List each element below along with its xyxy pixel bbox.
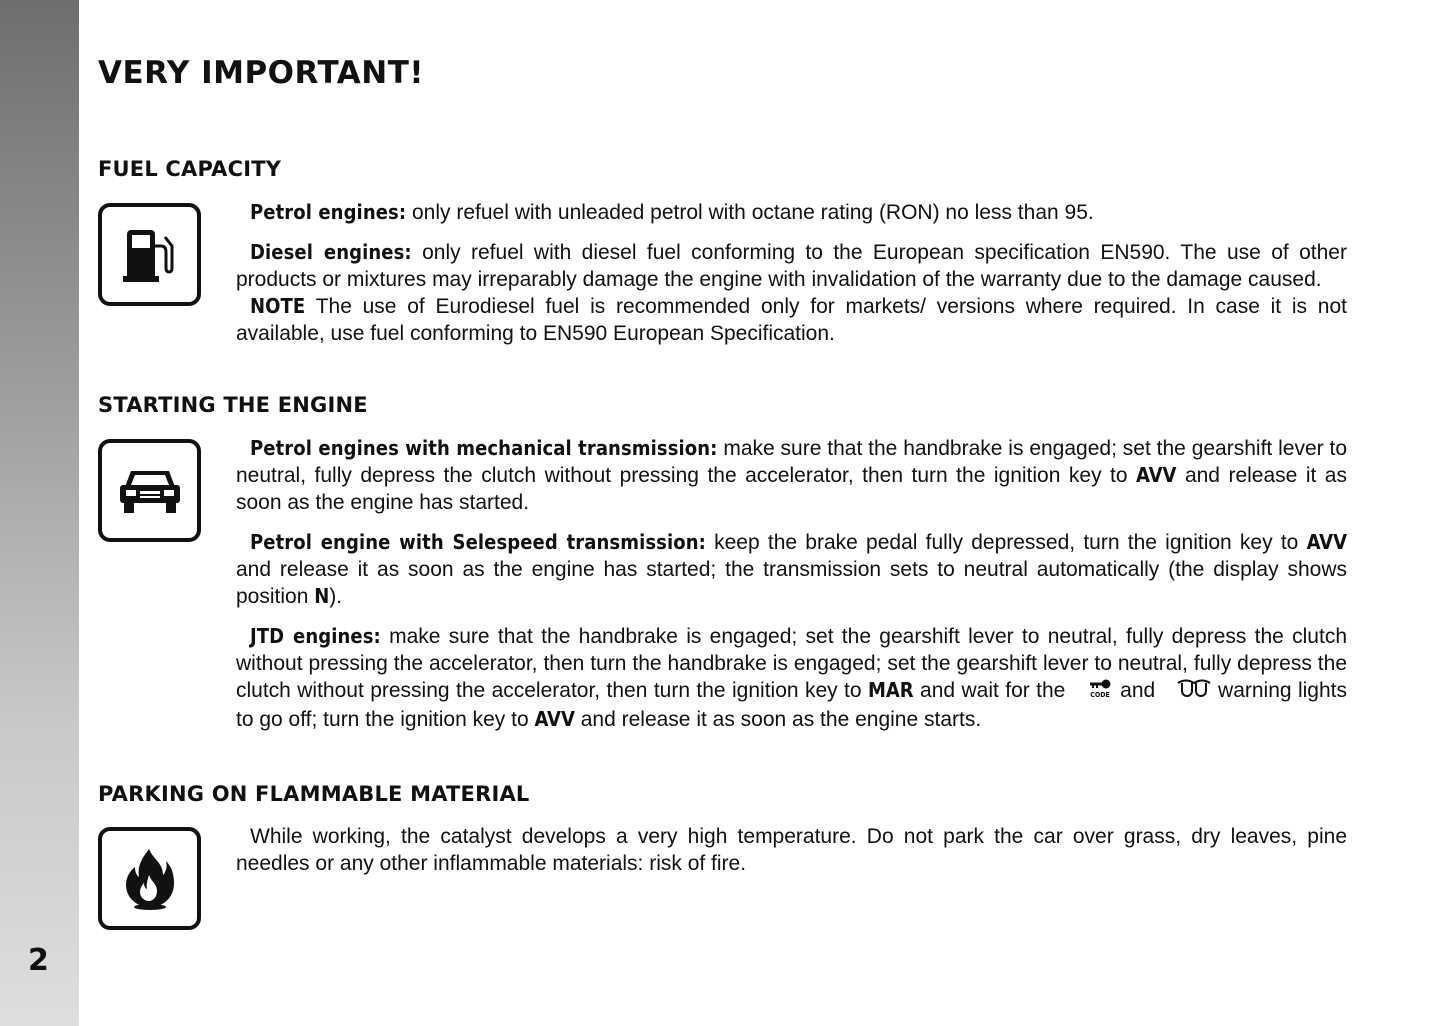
car-icon [98, 439, 201, 542]
fuel-paragraph-petrol: Petrol engines: only refuel with unleaded petrol with octane rating (RON) no less than 95. [250, 200, 1094, 224]
flame-icon [98, 827, 201, 930]
page-number: 2 [28, 943, 49, 978]
fuel-paragraph-diesel: Diesel engines: only refuel with diesel fuel conforming to the European specification EN590. The use of other products or mixtures may irreparably damage the engine with invalidation of the warranty due to the damage caused. [236, 240, 1347, 291]
starting-paragraph-jtd: JTD engines: make sure that the handbrake is engaged; set the gearshift lever to neutral, fully depress the clutch without pressing the accelerator, then turn the handbrake is engaged; set the gearshift lever to neutral, fully depress the clutch without pressing the accelerator, then turn the ignition key to MAR and wait for the CODE and warning lights to go off; turn the ignition key to AVV and release it as soon as the engine starts. [236, 624, 1348, 731]
page-sidebar-band [0, 0, 79, 1026]
starting-paragraph-mechanical: Petrol engines with mechanical transmission: make sure that the handbrake is engaged; set the gearshift lever to neutral, fully depress the clutch without pressing the accelerator, then turn the ignition key to AVV and release it as soon as the engine has started. [236, 436, 1347, 514]
section-heading-fuel: FUEL CAPACITY [98, 157, 282, 181]
code-key-warning-icon [1072, 677, 1114, 706]
section-heading-parking: PARKING ON FLAMMABLE MATERIAL [98, 782, 530, 806]
section-heading-starting: STARTING THE ENGINE [98, 393, 368, 417]
parking-text [236, 823, 1347, 877]
svg-text:CODE: CODE [1090, 691, 1110, 699]
fuel-paragraph-note: NOTE The use of Eurodiesel fuel is recommended only for markets/ versions where required. In case it is not available, use fuel conforming to EN590 European Specification. [236, 294, 1347, 345]
page-title: VERY IMPORTANT! [98, 55, 424, 91]
glow-plug-warning-icon [1162, 677, 1212, 706]
starting-paragraph-selespeed: Petrol engine with Selespeed transmission: keep the brake pedal fully depressed, turn the ignition key to AVV and release it as soon as the engine has started; the transmission sets to neutral automatically (the display shows position N). [236, 530, 1347, 608]
fuel-text [236, 199, 1347, 347]
fuel-pump-icon [98, 203, 201, 306]
parking-paragraph: While working, the catalyst develops a very high temperature. Do not park the car over grass, dry leaves, pine needles or any other inflammable materials: risk of fire. [236, 825, 1347, 875]
starting-text [236, 435, 1347, 733]
